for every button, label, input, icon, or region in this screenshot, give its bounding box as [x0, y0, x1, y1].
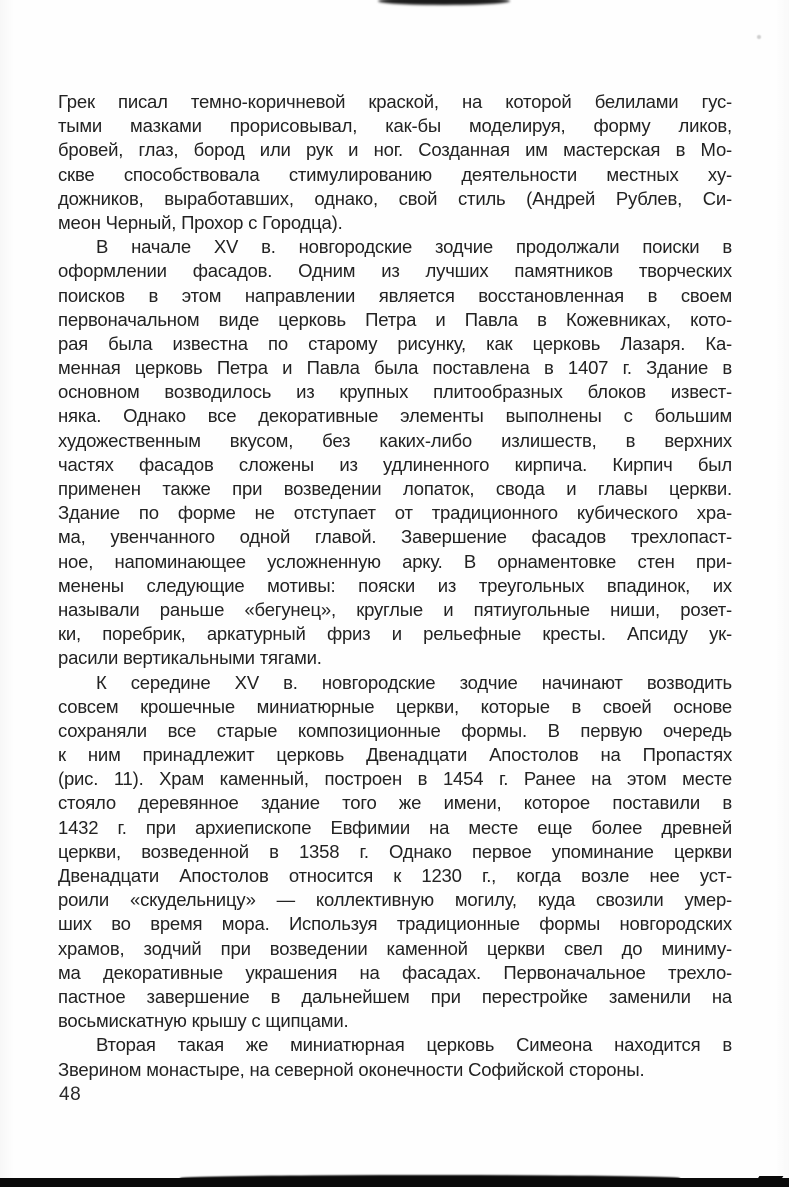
page-number: 48: [59, 1084, 82, 1105]
text-line: Вторая такая же миниатюрная церковь Симеона находится в: [96, 1034, 732, 1056]
text-line: первоначальном виде церковь Петра и Павла в Кожевниках, кото-: [58, 308, 732, 330]
text-line: сохраняли все старые композиционные формы. В первую очередь: [58, 719, 732, 741]
text-line: (рис. 11). Храм каменный, построен в 1454 г. Ранее на этом месте: [58, 768, 732, 790]
text-line: ное, напоминающее усложненную арку. В орнаментовке стен при-: [58, 550, 732, 572]
text-line: оформлении фасадов. Одним из лучших памятников творческих: [58, 260, 732, 282]
text-line: называли раньше «бегунец», круглые и пятиугольные ниши, розет-: [58, 598, 732, 620]
text-line: храмов, зодчий при возведении каменной церкви свел до миниму-: [58, 937, 732, 959]
text-line: К середине XV в. новгородские зодчие начинают возводить: [96, 671, 732, 693]
paragraph: [58, 235, 732, 670]
text-line: поисков в этом направлении является восстановленная в своем: [58, 284, 732, 306]
paragraph: [58, 1033, 732, 1081]
text-line: няка. Однако все декоративные элементы выполнены с большим: [58, 405, 732, 427]
text-line: ки, поребрик, аркатурный фриз и рельефные кресты. Апсиду ук-: [58, 623, 732, 645]
scan-artifact-top-bar: [378, 0, 510, 5]
text-line: ма декоративные украшения на фасадах. Первоначальное трехло-: [58, 961, 732, 983]
text-line: пастное завершение в дальнейшем при перестройке заменили на: [58, 985, 732, 1007]
text-line: рая была известна по старому рисунку, как церковь Лазаря. Ка-: [58, 332, 732, 354]
text-line: роили «скудельницу» — коллективную могилу, куда свозили умер-: [58, 889, 732, 911]
text-line: менная церковь Петра и Павла была поставлена в 1407 г. Здание в: [58, 357, 732, 379]
text-line: менены следующие мотивы: пояски из треугольных впадинок, их: [58, 574, 732, 596]
text-line: тыми мазками прорисовывал, как-бы моделируя, форму ликов,: [58, 115, 732, 137]
text-line: совсем крошечные миниатюрные церкви, которые в своей основе: [58, 695, 732, 717]
text-line: 1432 г. при архиепископе Евфимии на месте еще более древней: [58, 816, 732, 838]
text-line: В начале XV в. новгородские зодчие продолжали поиски в: [96, 236, 732, 258]
text-line: применен также при возведении лопаток, свода и главы церкви.: [58, 478, 732, 499]
paragraph: [58, 671, 732, 1034]
text-line: восьмискатную крышу с щипцами.: [58, 1010, 349, 1032]
text-line: ших во время мора. Используя традиционные формы новгородских: [58, 913, 732, 935]
text-line: к ним принадлежит церковь Двенадцати Апостолов на Пропастях: [58, 744, 732, 766]
text-line: расили вертикальными тягами.: [58, 647, 322, 669]
text-line: Двенадцати Апостолов относится к 1230 г., когда возле нее уст-: [58, 865, 732, 886]
text-line: основном возводилось из крупных плитообразных блоков извест-: [58, 381, 732, 403]
text-line: бровей, глаз, бород или рук и ног. Созданная им мастерская в Мо-: [58, 139, 732, 161]
text-line: частях фасадов сложены из удлиненного кирпича. Кирпич был: [58, 453, 732, 475]
text-line: церкви, возведенной в 1358 г. Однако первое упоминание церкви: [58, 840, 732, 862]
paragraph: [58, 90, 732, 235]
text-line: художественным вкусом, без каких-либо излишеств, в верхних: [58, 429, 732, 451]
text-line: ма, увенчанного одной главой. Завершение фасадов трехлопаст-: [58, 526, 732, 548]
scan-artifact-bottom-notch: [755, 1176, 784, 1183]
text-line: Грек писал темно-коричневой краской, на которой белилами гус-: [58, 91, 732, 112]
scan-artifact-bottom-bar: [0, 1178, 789, 1187]
scan-artifact-speck: [757, 35, 761, 39]
text-line: меон Черный, Прохор с Городца).: [58, 211, 343, 233]
text-line: стояло деревянное здание того же имени, которое поставили в: [58, 792, 732, 814]
text-line: скве способствовала стимулированию деятельности местных ху-: [58, 163, 732, 185]
text-line: дожников, выработавших, однако, свой стиль (Андрей Рублев, Си-: [58, 187, 732, 209]
page-text: [58, 90, 732, 1082]
text-line: Здание по форме не отступает от традиционного кубического хра-: [58, 502, 732, 524]
text-line: Зверином монастыре, на северной оконечности Софийской стороны.: [58, 1058, 645, 1080]
